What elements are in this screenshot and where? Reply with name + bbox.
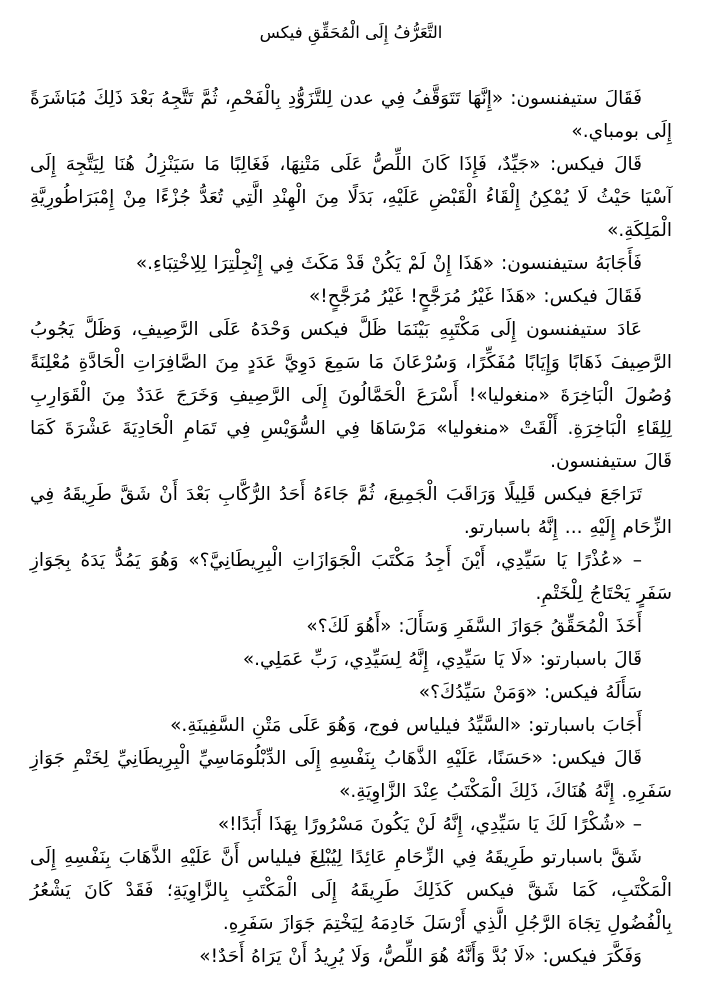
paragraph: عَادَ ستيفنسون إِلَى مَكْتَبِهِ بَيْنَمَا ظَلَّ فيكس وَحْدَهُ عَلَى الرَّصِيفِ، وَظَلَّ يَجُوبُ الرَّصِيفَ ذَهَابًا وَإِيَابًا مُفَكِّرًا، وَسُرْعَانَ مَا سَمِعَ دَوِيَّ عَدَدٍ مِنَ الصَّافِرَاتِ الْحَادَّةِ مُعْلِنَةً وُصُولَ الْبَاخِرَةَ «منغوليا»! أَسْرَعَ الْحَمَّالُونَ إِلَى الرَّصِيفِ وَخَرَجَ عَدَدٌ مِنَ الْقَوَارِبِ لِلِقَاءِ الْبَاخِرَةِ. أَلْقَتْ «منغوليا» مَرْسَاهَا فِي السُّوَيْسِ فِي تَمَامِ الْحَادِيَةَ عَشْرَةَ كَمَا قَالَ ستيفنسون. <box>30 319 672 472</box>
paragraph: سَأَلَهُ فيكس: «وَمَنْ سَيِّدُكَ؟» <box>418 682 642 703</box>
paragraph: أَخَذَ الْمُحَقِّقُ جَوَازَ السَّفَرِ وَسَأَلَ: «أَهُوَ لَكَ؟» <box>306 616 642 637</box>
paragraph: شَقَّ باسبارتو طَرِيقَهُ فِي الزِّحَامِ عَائِدًا لِيُبْلِغَ فيلياس أَنَّ عَلَيْهِ الذَّهَابَ بِنَفْسِهِ إِلَى الْمَكْتَبِ، كَمَا شَقَّ فيكس كَذَلِكَ طَرِيقَهُ إِلَى الْمَكْتَبِ بِالزَّاوِيَةِ؛ فَقَدْ كَانَ يَشْعُرُ بِالْفُضُولِ تِجَاهَ الرَّجُلِ الَّذِي أَرْسَلَ خَادِمَهُ لِيَخْتِمَ جَوَازَ سَفَرِهِ. <box>30 847 672 934</box>
paragraph: قَالَ فيكس: «حَسَنًا، عَلَيْهِ الذَّهَابُ بِنَفْسِهِ إِلَى الدِّبْلُومَاسِيِّ الْبِرِيطَانِيِّ لِخَتْمِ جَوَازِ سَفَرِهِ. إِنَّهُ هُنَاكَ، ذَلِكَ الْمَكْتَبُ عِنْدَ الزَّاوِيَةِ.» <box>30 748 672 802</box>
chapter-title: التَّعَرُّفُ إِلَى الْمُحَقِّقِ فيكس <box>259 23 443 42</box>
paragraph: فَأَجَابَهُ ستيفنسون: «هَذَا إِنْ لَمْ يَكُنْ قَدْ مَكَثَ فِي إِنْجِلْتِرَا لِلِاخْتِبَاءِ.» <box>135 253 642 274</box>
paragraph: قَالَ باسبارتو: «لَا يَا سَيِّدِي، إِنَّهُ لِسَيِّدِي، رَبِّ عَمَلِي.» <box>242 649 642 670</box>
paragraph: فَقَالَ فيكس: «هَذَا غَيْرُ مُرَجَّحٍ! غَيْرُ مُرَجَّحٍ!» <box>308 286 642 307</box>
paragraph: فَقَالَ ستيفنسون: «إِنَّهَا تَتَوَقَّفُ فِي عدن لِلتَّزَوُّدِ بِالْفَحْمِ، ثُمَّ تَتَّجِهُ بَعْدَ ذَلِكَ مُبَاشَرَةً إِلَى بومباي.» <box>30 88 672 142</box>
paragraph: – «عُذْرًا يَا سَيِّدِي، أَيْنَ أَجِدُ مَكْتَبَ الْجَوَازَاتِ الْبِرِيطَانِيَّ؟» وَهُوَ يَمُدُّ يَدَهُ بِجَوَازِ سَفَرٍ يَحْتَاجُ لِلْخَتْمِ. <box>30 550 672 604</box>
paragraph: وَفَكَّرَ فيكس: «لَا بُدَّ وَأَنَّهُ هُوَ اللِّصُّ، وَلَا يُرِيدُ أَنْ يَرَاهُ أَحَدٌ!» <box>199 946 642 967</box>
paragraph: تَرَاجَعَ فيكس قَلِيلًا وَرَاقَبَ الْجَمِيعَ، ثُمَّ جَاءَهُ أَحَدُ الرُّكَّابِ بَعْدَ أَنْ شَقَّ طَرِيقَهُ فِي الزِّحَام إِلَيْهِ ... إِنَّهُ باسبارتو. <box>30 484 672 538</box>
page-body <box>30 82 672 973</box>
paragraph: قَالَ فيكس: «جَيِّدٌ، فَإِذَا كَانَ اللِّصُّ عَلَى مَتْنِهَا، فَغَالِبًا مَا سَيَنْزِلُ هُنَا لِيَتَّجِهَ إِلَى آسْيَا حَيْثُ لَا يُمْكِنُ إِلْقَاءُ الْقَبْضِ عَلَيْهِ، بَدَلًا مِنَ الْهِنْدِ الَّتِي تُعَدُّ جُزْءًا مِنْ إِمْبَرَاطُورِيَّةِ الْمَلِكَةِ.» <box>30 154 672 241</box>
paragraph: أَجَابَ باسبارتو: «السَّيِّدُ فيلياس فوج، وَهُوَ عَلَى مَتْنِ السَّفِينَةِ.» <box>170 715 642 736</box>
paragraph: – «شُكْرًا لَكَ يَا سَيِّدِي، إِنَّهُ لَنْ يَكُونَ مَسْرُورًا بِهَذَا أَبَدًا!» <box>217 814 642 835</box>
